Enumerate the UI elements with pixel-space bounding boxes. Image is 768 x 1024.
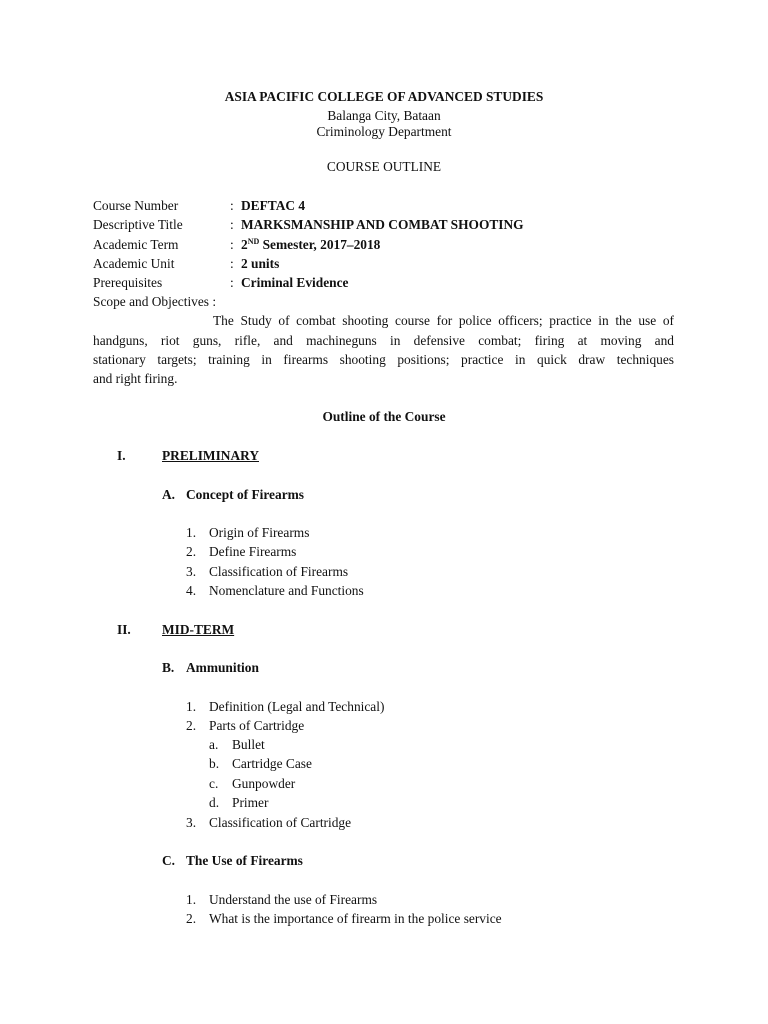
colon: : xyxy=(230,256,234,271)
colon: : xyxy=(230,237,234,252)
institution-location: Balanga City, Bataan xyxy=(327,108,441,123)
list-item: Origin of Firearms xyxy=(209,525,310,540)
descriptive-title-label: Descriptive Title xyxy=(93,217,183,232)
subsection-title-use-of-firearms: The Use of Firearms xyxy=(186,853,303,868)
item-number: 2. xyxy=(186,544,197,559)
colon: : xyxy=(230,198,234,213)
prerequisites-value: Criminal Evidence xyxy=(241,275,349,290)
list-item: Parts of Cartridge xyxy=(209,718,305,733)
academic-unit-label: Academic Unit xyxy=(93,256,175,271)
section-numeral: II. xyxy=(117,622,131,637)
colon: : xyxy=(230,217,234,232)
list-item: Classification of Cartridge xyxy=(209,815,352,830)
section-title-preliminary: PRELIMINARY xyxy=(162,448,259,463)
academic-term-label: Academic Term xyxy=(93,237,179,252)
document-title: COURSE OUTLINE xyxy=(326,159,442,174)
item-number: 2. xyxy=(186,718,197,733)
list-item: Understand the use of Firearms xyxy=(209,892,378,907)
list-item: Classification of Firearms xyxy=(209,564,349,579)
part-letter: b. xyxy=(209,756,220,771)
outline-title: Outline of the Course xyxy=(322,409,446,424)
subsection-title-ammunition: Ammunition xyxy=(186,660,259,675)
list-item: Definition (Legal and Technical) xyxy=(209,699,385,714)
section-title-midterm: MID-TERM xyxy=(162,622,235,637)
department-name: Criminology Department xyxy=(316,124,452,139)
institution-name: ASIA PACIFIC COLLEGE OF ADVANCED STUDIES xyxy=(224,89,544,104)
list-item: What is the importance of firearm in the police service xyxy=(209,911,502,926)
part-item: Primer xyxy=(232,795,269,810)
academic-term-value: 2ND Semester, 2017–2018 xyxy=(241,237,381,252)
section-numeral: I. xyxy=(117,448,126,463)
part-letter: c. xyxy=(209,776,219,791)
scope-line-4: and right firing. xyxy=(93,371,178,386)
list-item: Nomenclature and Functions xyxy=(209,583,364,598)
prerequisites-label: Prerequisites xyxy=(93,275,163,290)
item-number: 1. xyxy=(186,892,197,907)
part-item: Gunpowder xyxy=(232,776,296,791)
academic-unit-value: 2 units xyxy=(241,256,280,271)
subsection-letter: C. xyxy=(162,853,176,868)
subsection-letter: B. xyxy=(162,660,175,675)
subsection-title-concept: Concept of Firearms xyxy=(186,487,305,502)
part-item: Cartridge Case xyxy=(232,756,312,771)
item-number: 2. xyxy=(186,911,197,926)
item-number: 1. xyxy=(186,525,197,540)
subsection-letter: A. xyxy=(162,487,176,502)
colon: : xyxy=(230,275,234,290)
course-number-label: Course Number xyxy=(93,198,179,213)
item-number: 3. xyxy=(186,564,197,579)
item-number: 3. xyxy=(186,815,197,830)
item-number: 4. xyxy=(186,583,197,598)
item-number: 1. xyxy=(186,699,197,714)
scope-line-2: handguns, riot guns, rifle, and machineguns in defensive combat; firing at moving and xyxy=(93,333,674,348)
part-letter: a. xyxy=(209,737,219,752)
list-item: Define Firearms xyxy=(209,544,297,559)
part-item: Bullet xyxy=(232,737,265,752)
scope-line-1: The Study of combat shooting course for police officers; practice in the use of xyxy=(213,313,674,328)
part-letter: d. xyxy=(209,795,220,810)
scope-line-3: stationary targets; training in firearms shooting positions; practice in quick draw techniques xyxy=(93,352,674,367)
descriptive-title-value: MARKSMANSHIP AND COMBAT SHOOTING xyxy=(241,217,524,232)
scope-label: Scope and Objectives : xyxy=(93,294,217,309)
course-number-value: DEFTAC 4 xyxy=(241,198,306,213)
